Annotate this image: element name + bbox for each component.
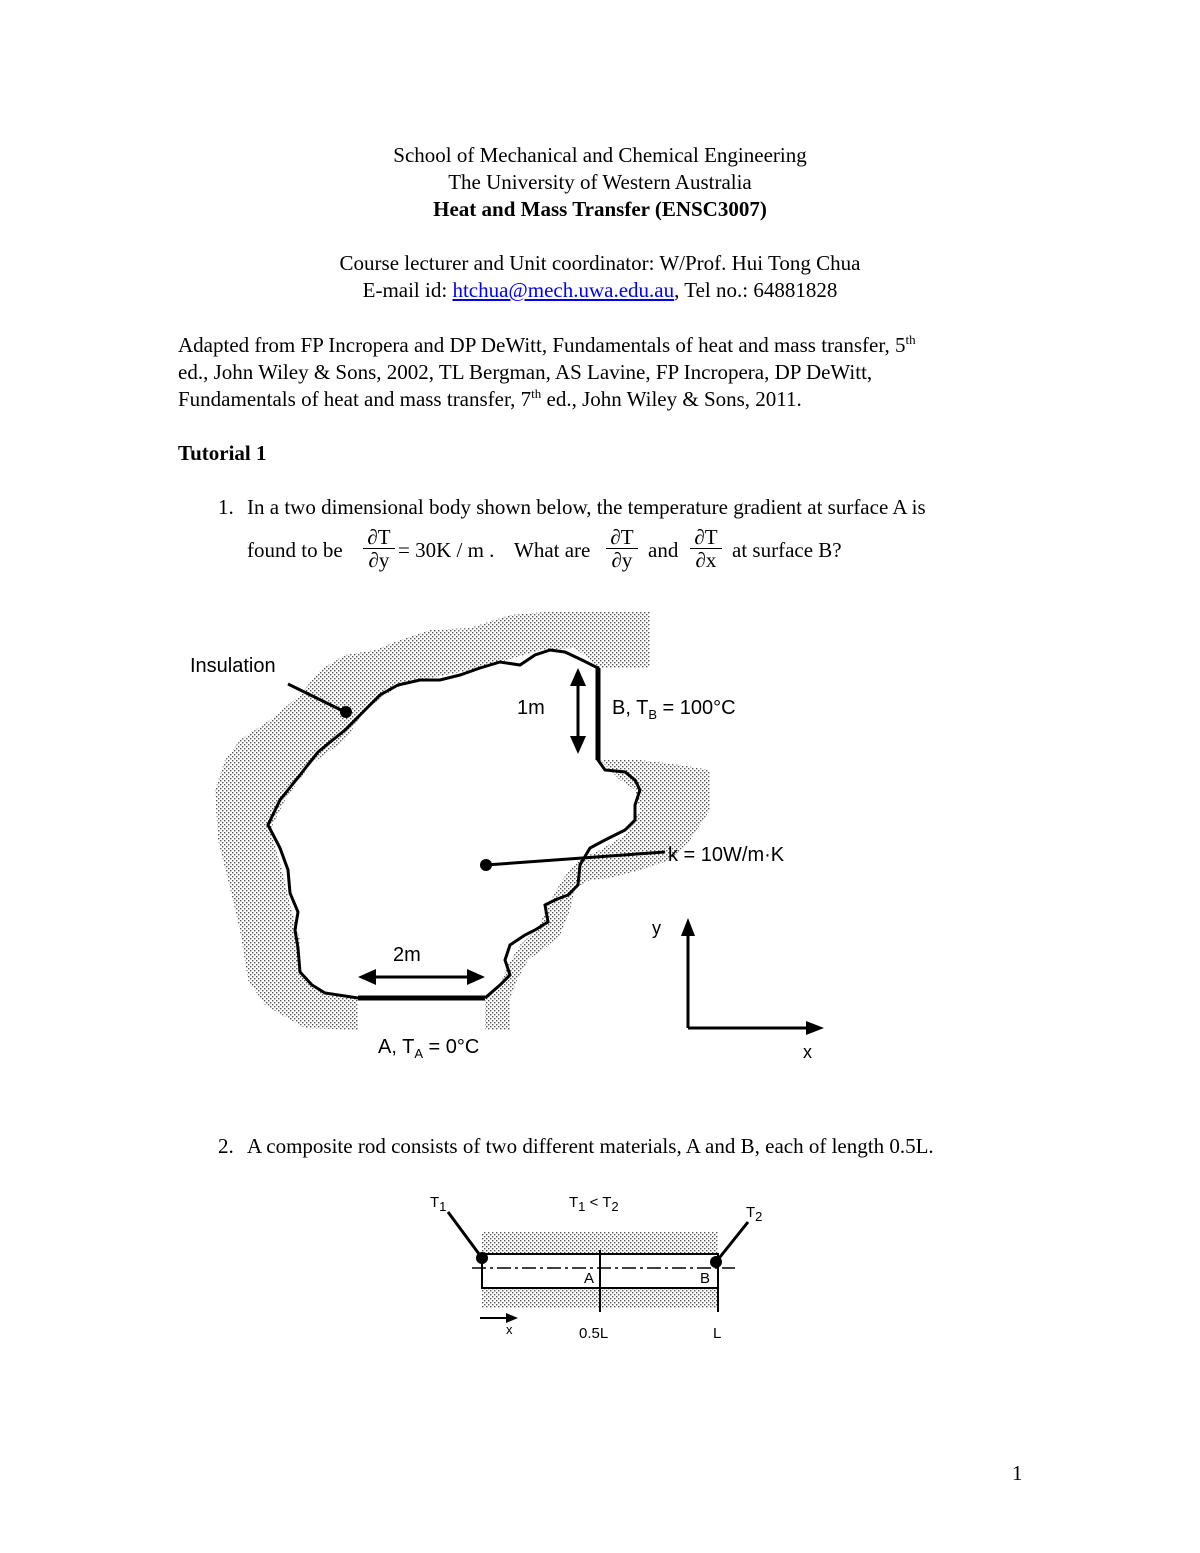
university-name: The University of Western Australia xyxy=(448,170,752,194)
surface-b-label xyxy=(612,697,736,720)
insulation-left xyxy=(215,612,650,1030)
t1-subscript: 1 xyxy=(439,1199,447,1214)
reference-text-1: Adapted from FP Incropera and DP DeWitt, Fundamentals of heat and mass transfer, 5 xyxy=(178,333,906,357)
lecturer-line: Course lecturer and Unit coordinator: W/Prof. Hui Tong Chua xyxy=(339,251,861,275)
reference-line-2: ed., John Wiley & Sons, 2002, TL Bergman, AS Lavine, FP Incropera, DP DeWitt, xyxy=(178,360,873,384)
q1-and: and xyxy=(648,538,679,562)
y-axis-label: y xyxy=(652,918,661,938)
surface-b-text: B, T xyxy=(612,697,649,719)
length-label: L xyxy=(713,1325,722,1342)
surface-a-text: A, T xyxy=(378,1036,415,1058)
rod-x-label: x xyxy=(506,1322,513,1337)
fraction-3-numerator: ∂T xyxy=(694,525,718,549)
material-b-label: B xyxy=(700,1270,711,1287)
school-name: School of Mechanical and Chemical Engineering xyxy=(393,143,807,167)
t1-text: T xyxy=(430,1194,440,1211)
one-m-arrow-top xyxy=(570,668,586,686)
page-number: 1 xyxy=(1012,1461,1023,1485)
condition-t1-text: T xyxy=(569,1194,579,1211)
two-m-arrow-left xyxy=(358,969,376,985)
email-link[interactable]: htchua@mech.uwa.edu.au xyxy=(452,278,675,302)
telephone: , Tel no.: 64881828 xyxy=(674,278,838,302)
t2-dot xyxy=(710,1256,722,1268)
t1-pointer xyxy=(448,1212,482,1258)
surface-a-subscript: A xyxy=(414,1046,423,1061)
t2-subscript: 2 xyxy=(755,1209,763,1224)
insulation-right xyxy=(485,760,710,1030)
half-length-label: 0.5L xyxy=(579,1325,609,1342)
t2-text: T xyxy=(746,1204,756,1221)
q1-found-to-be: found to be xyxy=(247,538,343,562)
q2-text: A composite rod consists of two different materials, A and B, each of length 0.5L. xyxy=(247,1134,934,1158)
one-m-label: 1m xyxy=(517,697,545,719)
q1-line-1: In a two dimensional body shown below, the temperature gradient at surface A is xyxy=(247,495,926,519)
tutorial-title: Tutorial 1 xyxy=(178,441,267,465)
t2-label xyxy=(746,1204,763,1224)
q2-number: 2. xyxy=(218,1134,234,1158)
t2-pointer xyxy=(716,1222,748,1262)
x-axis-arrowhead xyxy=(806,1021,824,1035)
surface-b-value: = 100°C xyxy=(656,697,736,719)
material-a-label: A xyxy=(584,1270,595,1287)
y-axis-arrowhead xyxy=(681,918,695,936)
two-m-label: 2m xyxy=(393,944,421,966)
condition-lt-text: < T xyxy=(585,1194,612,1211)
condition-t2-subscript: 2 xyxy=(611,1199,619,1214)
insulation-dot xyxy=(340,706,352,718)
fraction-2-denominator: ∂y xyxy=(611,548,633,572)
t1-dot xyxy=(476,1252,488,1264)
t1-label xyxy=(430,1194,447,1214)
email-prefix: E-mail id: xyxy=(362,278,453,302)
fraction-1-numerator: ∂T xyxy=(367,525,391,549)
reference-text-4: ed., John Wiley & Sons, 2011. xyxy=(541,387,802,411)
fraction-1-denominator: ∂y xyxy=(368,548,390,572)
conductivity-dot xyxy=(480,859,492,871)
reference-sup-2: th xyxy=(531,386,542,401)
reference-text-3: Fundamentals of heat and mass transfer, 7 xyxy=(178,387,532,411)
fraction-2-numerator: ∂T xyxy=(610,525,634,549)
q1-given-value: = 30K / m . xyxy=(398,538,495,562)
unit-title: Heat and Mass Transfer (ENSC3007) xyxy=(433,197,767,221)
condition-t1-subscript: 1 xyxy=(578,1199,586,1214)
surface-a-label xyxy=(378,1036,479,1059)
temperature-condition xyxy=(569,1194,619,1214)
q1-number: 1. xyxy=(218,495,234,519)
reference-sup-1: th xyxy=(905,332,916,347)
surface-b-subscript: B xyxy=(648,707,657,722)
insulation-label: Insulation xyxy=(190,655,276,677)
q1-at-surface: at surface B? xyxy=(732,538,842,562)
x-axis-label: x xyxy=(803,1042,812,1062)
two-m-arrow-right xyxy=(467,969,485,985)
fraction-3-denominator: ∂x xyxy=(695,548,717,572)
q1-what-are: What are xyxy=(514,538,591,562)
one-m-arrow-bottom xyxy=(570,736,586,754)
conductivity-label: k = 10W/m·K xyxy=(668,844,785,866)
surface-a-value: = 0°C xyxy=(422,1036,480,1058)
